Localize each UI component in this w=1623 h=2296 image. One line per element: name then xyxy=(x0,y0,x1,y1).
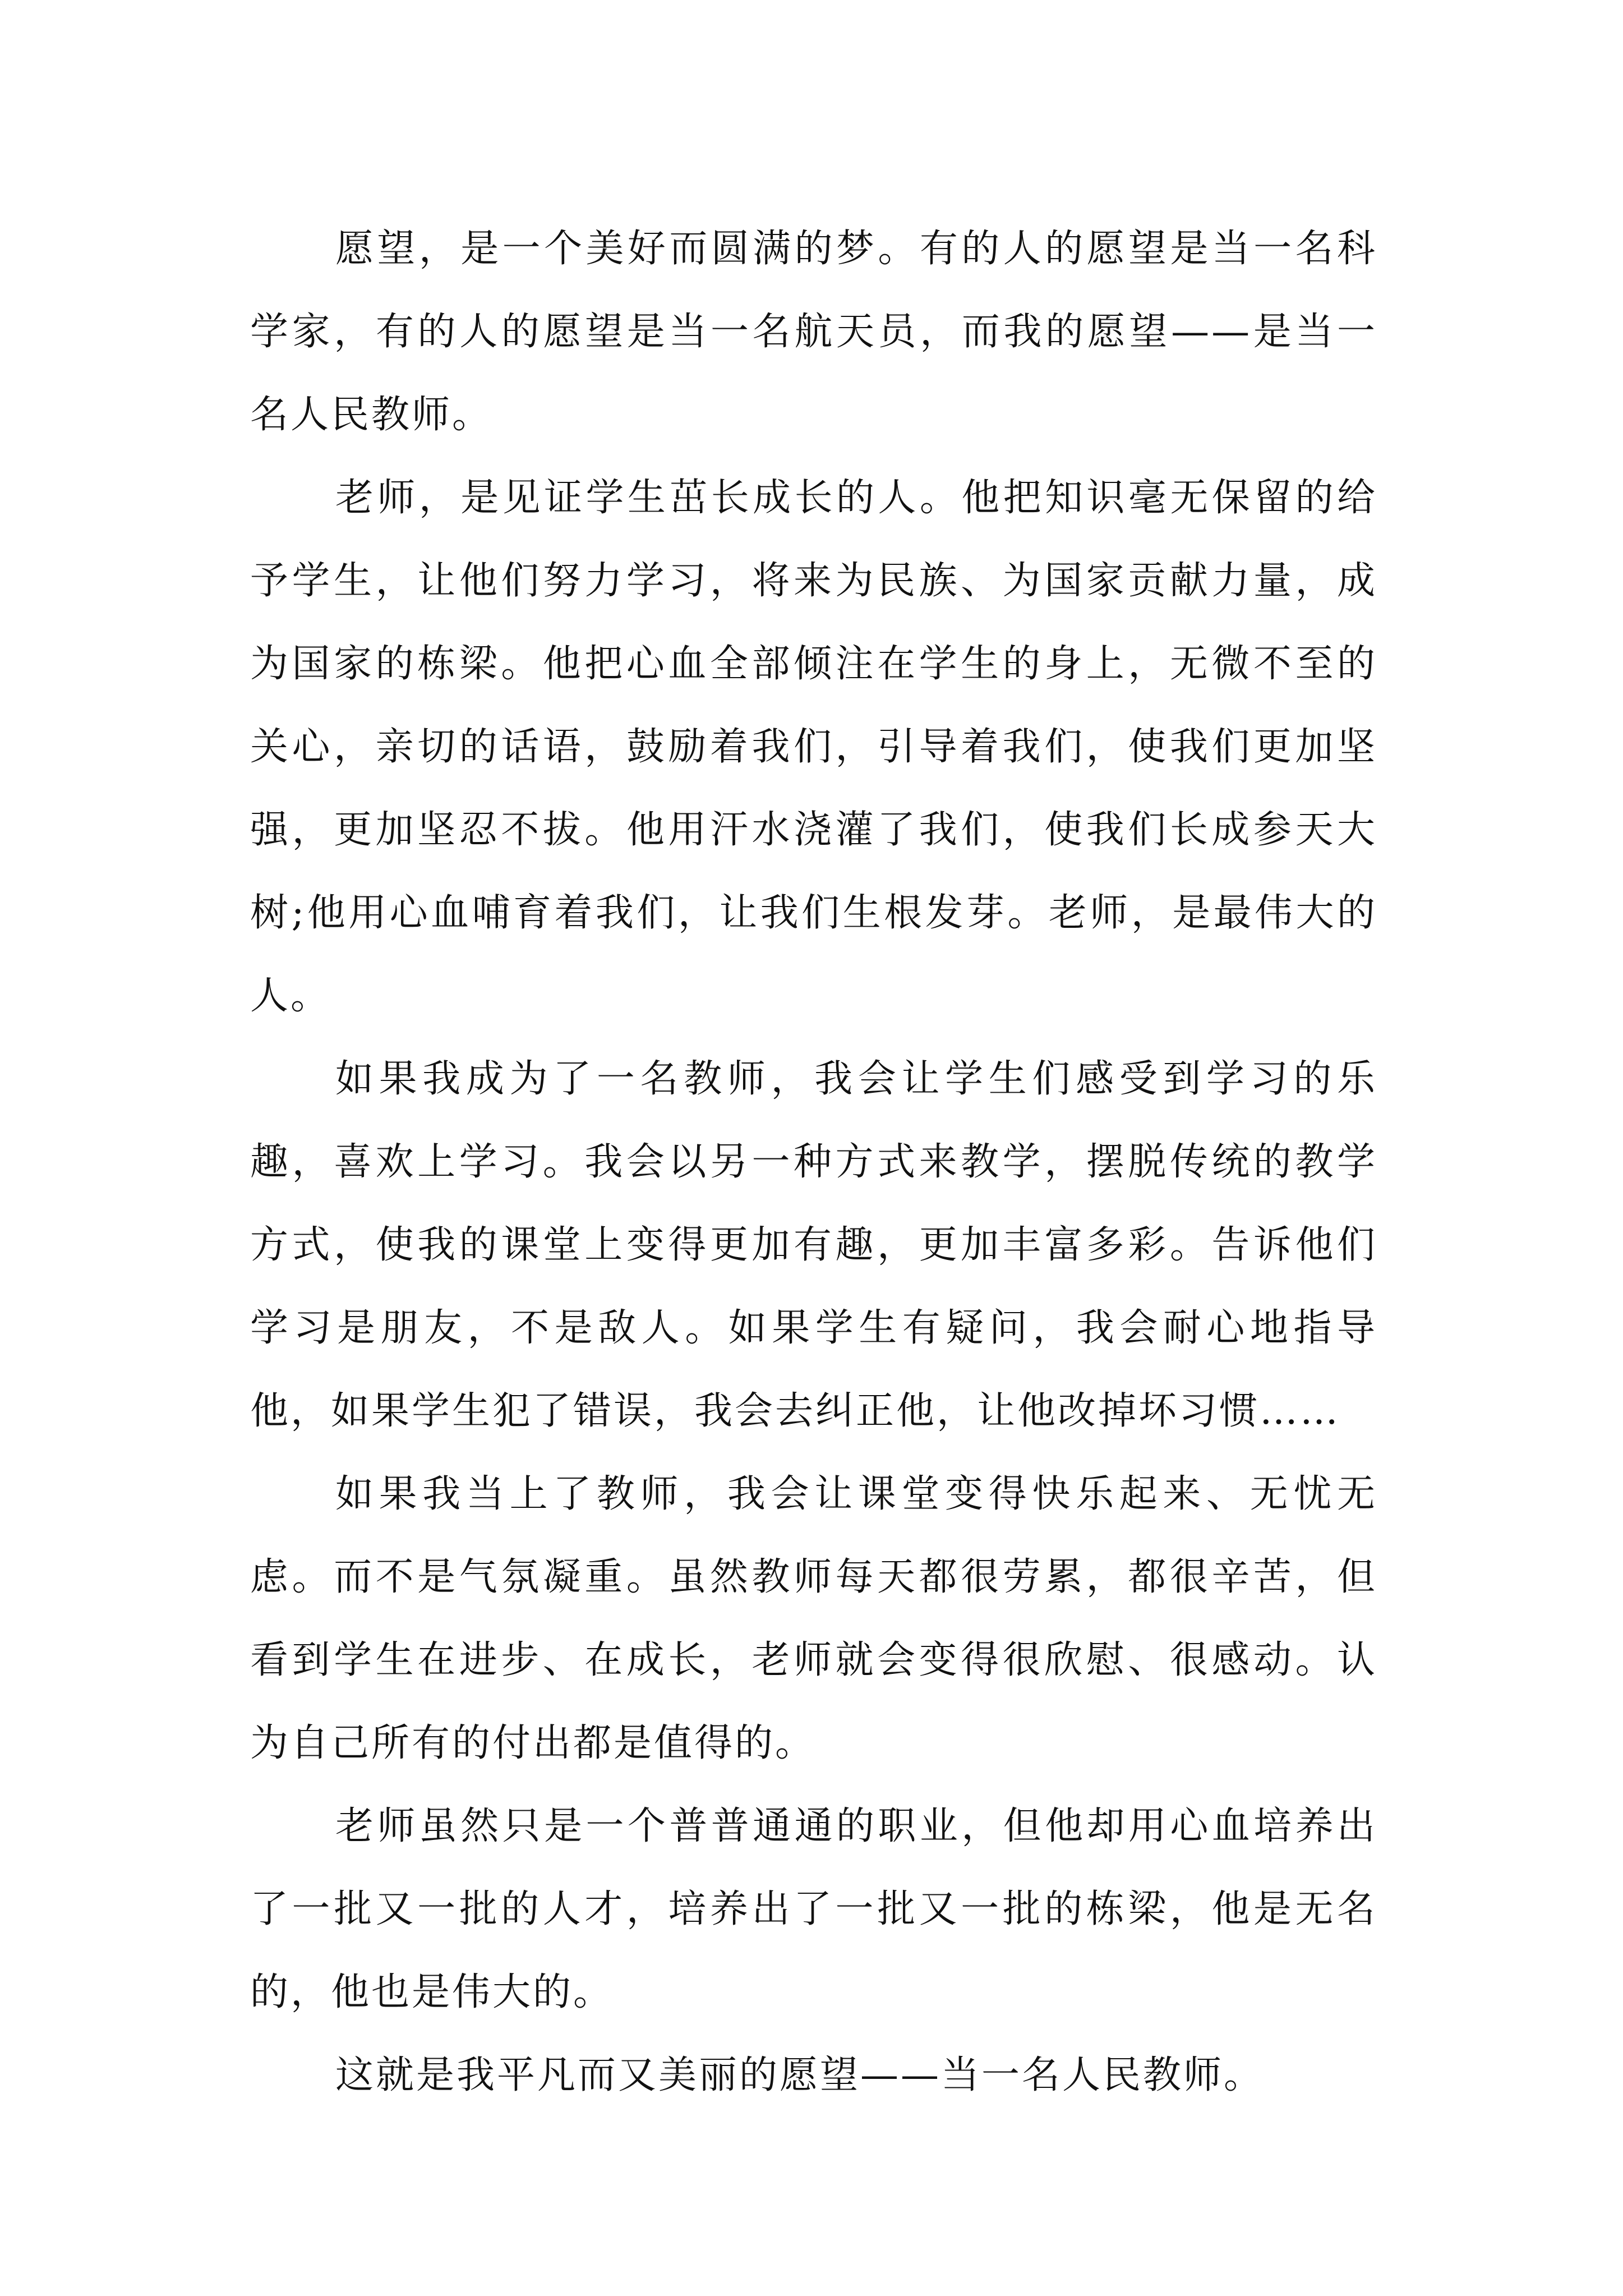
paragraph-3: 如果我成为了一名教师，我会让学生们感受到学习的乐趣，喜欢上学习。我会以另一种方式来教学，摆脱传统的教学方式，使我的课堂上变得更加有趣，更加丰富多彩。告诉他们学习是朋友，不是敌人。如果学生有疑问，我会耐心地指导他，如果学生犯了错误，我会去纠正他，让他改掉坏习惯…… xyxy=(250,1057,1377,1433)
paragraph-5: 老师虽然只是一个普普通通的职业，但他却用心血培养出了一批又一批的人才，培养出了一批又一批的栋梁，他是无名的，他也是伟大的。 xyxy=(250,1804,1377,2014)
essay-body xyxy=(250,208,1377,2117)
paragraph-4: 如果我当上了教师，我会让课堂变得快乐起来、无忧无虑。而不是气氛凝重。虽然教师每天都很劳累，都很辛苦，但看到学生在进步、在成长，老师就会变得很欣慰、很感动。认为自己所有的付出都是值得的。 xyxy=(250,1472,1377,1765)
paragraph-6: 这就是我平凡而又美丽的愿望——当一名人民教师。 xyxy=(335,2053,1265,2097)
paragraph-2: 老师，是见证学生茁长成长的人。他把知识毫无保留的给予学生，让他们努力学习，将来为民族、为国家贡献力量，成为国家的栋梁。他把心血全部倾注在学生的身上，无微不至的关心，亲切的话语，鼓励着我们，引导着我们，使我们更加坚强，更加坚忍不拔。他用汗水浇灌了我们，使我们长成参天大树;他用心血哺育着我们，让我们生根发芽。老师，是最伟大的人。 xyxy=(250,476,1377,1018)
paragraph-1: 愿望，是一个美好而圆满的梦。有的人的愿望是当一名科学家，有的人的愿望是当一名航天员，而我的愿望——是当一名人民教师。 xyxy=(250,227,1377,437)
